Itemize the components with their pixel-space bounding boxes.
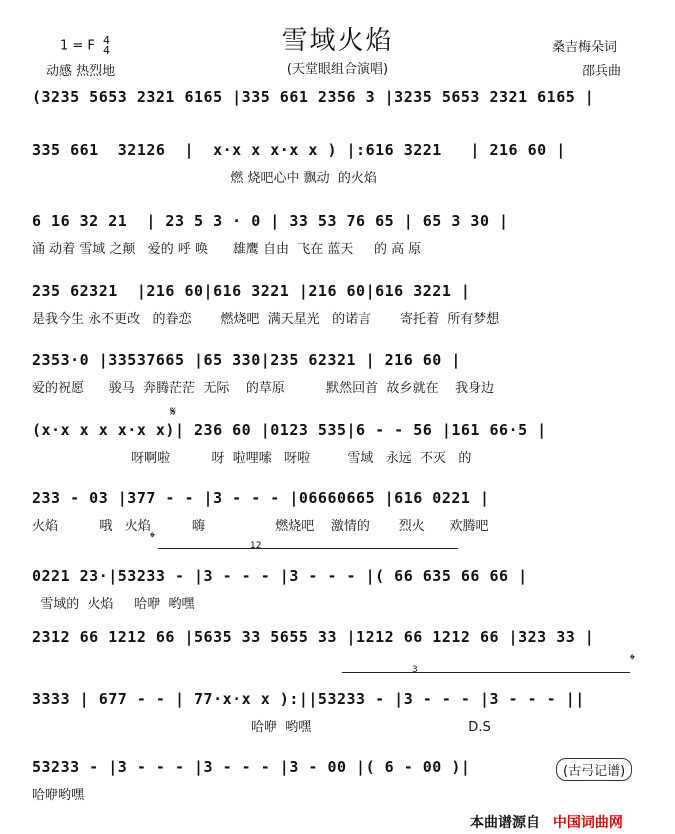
coda-sign: 𝄌 bbox=[150, 530, 155, 546]
time-signature: 4 4 bbox=[103, 34, 111, 57]
notation-row: 53233 - |3 - - - |3 - - - |3 - 00 |( 6 - 00 )| bbox=[32, 758, 471, 776]
composer-credit: 邵兵曲 bbox=[582, 64, 622, 79]
lyric-row: 爱的祝愿 骏马 奔腾茫茫 无际 的草原 默然回首 故乡就在 我身边 bbox=[32, 381, 494, 395]
lyric-row: 燃 烧吧心中 飘动 的火焰 bbox=[32, 171, 377, 185]
lyric-row: 哈咿 哟嘿 D.S bbox=[32, 720, 491, 734]
notation-row: (x·x x x x·x x)| 236 60 |0123 535|6 - - 56 |161 66·5 | bbox=[32, 421, 547, 439]
tempo-marking: 动感 热烈地 bbox=[46, 64, 116, 79]
song-subtitle: (天堂眼组合演唱) bbox=[286, 62, 389, 77]
notation-row: 235 62321 |216 60|616 3221 |216 60|616 3221 | bbox=[32, 282, 471, 300]
notation-row: 2353·0 |33537665 |65 330|235 62321 | 216 60 | bbox=[32, 351, 461, 369]
lyric-row: 涌 动着 雪域 之颠 爱的 呼 唤 雄鹰 自由 飞在 蓝天 的 高 原 bbox=[32, 242, 422, 256]
notation-row: 335 661 32126 | x·x x x·x x ) |:616 3221 | 216 60 | bbox=[32, 141, 566, 159]
notation-row: (3235 5653 2321 6165 |335 661 2356 3 |3235 5653 2321 6165 | bbox=[32, 88, 595, 106]
repeat-bracket-3: 3 bbox=[342, 672, 630, 673]
lyric-row: 是我今生 永不更改 的眷恋 燃烧吧 满天星光 的诺言 寄托着 所有梦想 bbox=[32, 312, 500, 326]
repeat-bracket-12: 12 bbox=[158, 548, 458, 549]
lyric-row: 火焰 哦 火焰 嗨 燃烧吧 激情的 烈火 欢腾吧 bbox=[32, 519, 489, 533]
footer-prefix: 本曲谱源自 bbox=[470, 815, 540, 831]
transcriber-note: (古弓记谱) bbox=[556, 758, 632, 781]
notation-row: 233 - 03 |377 - - |3 - - - |06660665 |616 0221 | bbox=[32, 489, 490, 507]
coda-sign-right: 𝄌 bbox=[630, 652, 635, 668]
footer-site-link[interactable]: 中国词曲网 bbox=[552, 815, 623, 831]
segno-sign: 𝄋 bbox=[170, 404, 177, 420]
notation-row: 3333 | 677 - - | 77·x·x x ):||53233 - |3 - - - |3 - - - || bbox=[32, 690, 585, 708]
lyric-row: 呀啊啦 呀 啦哩嗦 呀啦 雪域 永远 不灭 的 bbox=[32, 451, 472, 465]
lyric-row: 雪域的 火焰 哈咿 哟嘿 bbox=[32, 597, 195, 611]
lyric-row: 哈咿哟嘿 bbox=[32, 788, 85, 802]
footer-source bbox=[470, 812, 623, 832]
notation-row: 6 16 32 21 | 23 5 3 · 0 | 33 53 76 65 | 65 3 30 | bbox=[32, 212, 509, 230]
notation-row: 2312 66 1212 66 |5635 33 5655 33 |1212 66 1212 66 |323 33 | bbox=[32, 628, 595, 646]
song-title: 雪域火焰 bbox=[281, 26, 394, 56]
key-signature: 1 = F 4 4 bbox=[60, 34, 111, 57]
lyricist-credit: 桑吉梅朵词 bbox=[552, 40, 618, 55]
notation-row: 0221 23·|53233 - |3 - - - |3 - - - |( 66 635 66 66 | bbox=[32, 567, 528, 585]
lyric-row bbox=[32, 114, 647, 132]
